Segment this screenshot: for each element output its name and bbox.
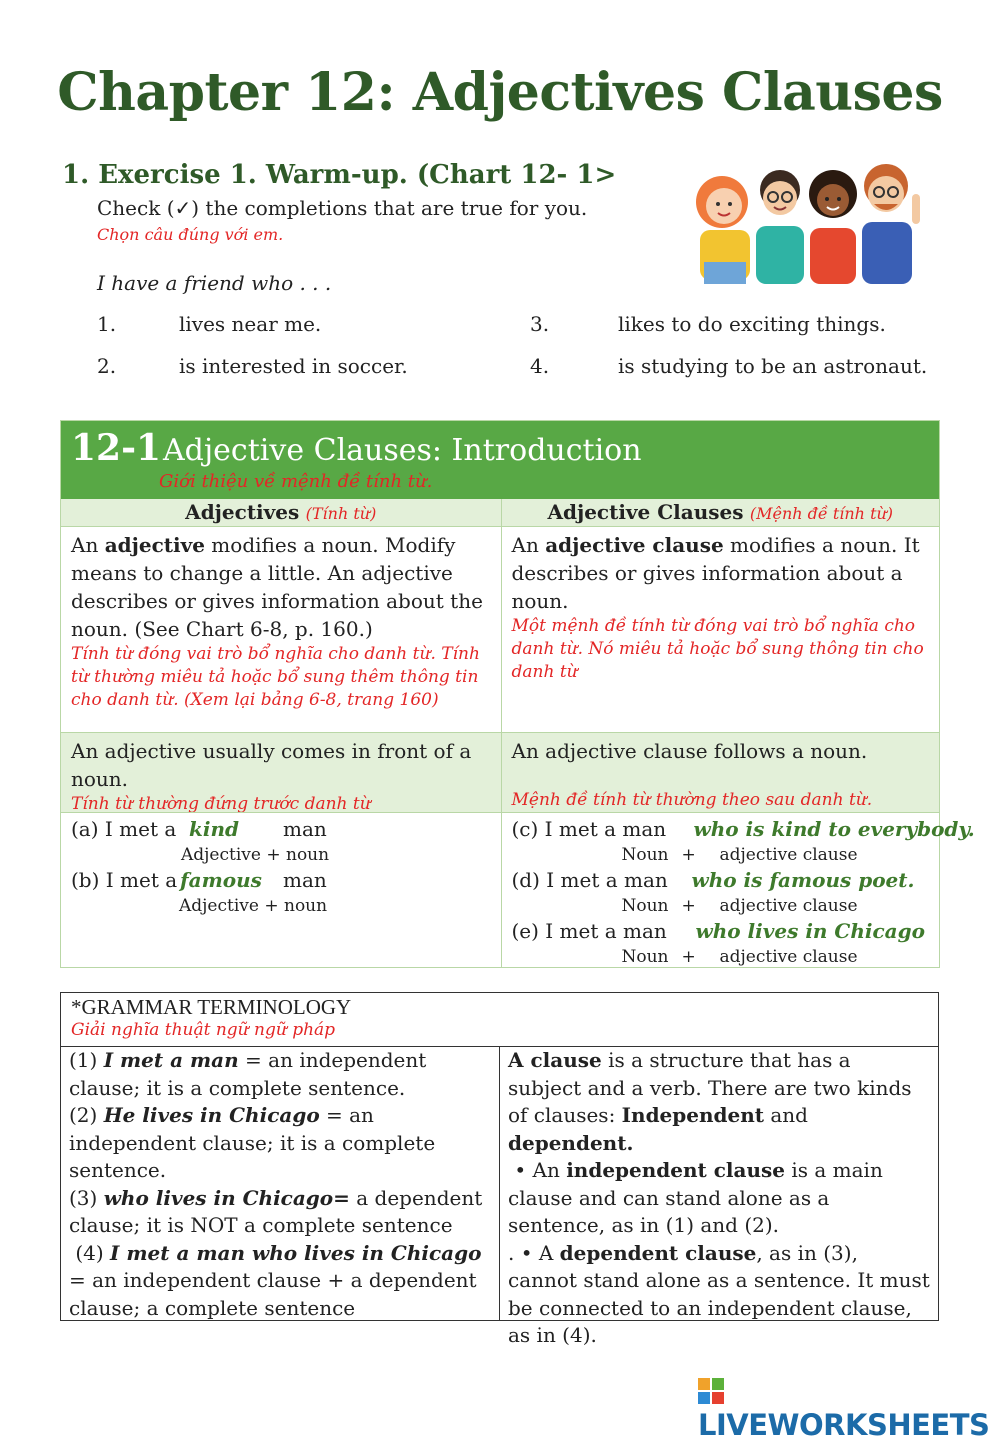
text: (2) xyxy=(69,1103,104,1127)
example-note-noun: Noun xyxy=(621,845,669,865)
independent-clause-definition xyxy=(508,1157,930,1240)
example-noun: man xyxy=(283,868,327,892)
examples-adjective xyxy=(61,813,501,967)
text: modifies a noun. Modify means to change a little. An adjective describes or gives information about the noun. (See Chart 6-8, p. 160.) xyxy=(71,533,483,641)
liveworksheets-brand[interactable] xyxy=(698,1374,1000,1442)
position-vi: Tính từ thường đứng trước danh từ xyxy=(71,794,371,814)
chart-position-row xyxy=(61,732,939,812)
item-number: 4. xyxy=(530,354,550,378)
text: a dependent clause; it is NOT a complete sentence xyxy=(69,1185,483,1237)
item-number: 3. xyxy=(530,312,550,336)
exercise-instruction-vi: Chọn câu đúng với em. xyxy=(97,225,284,244)
grammar-examples xyxy=(61,1047,500,1320)
term: dependent. xyxy=(508,1130,634,1155)
item-text: is interested in soccer. xyxy=(179,354,408,378)
item-text: lives near me. xyxy=(179,312,322,336)
term: A clause xyxy=(508,1048,602,1072)
example-prefix: (e) I met a man xyxy=(511,919,667,943)
exercise-stem: I have a friend who . . . xyxy=(97,271,332,295)
term: Independent xyxy=(621,1103,765,1127)
example-note-clause: adjective clause xyxy=(719,896,858,916)
term: dependent clause xyxy=(559,1240,757,1265)
exercise-heading: 1. Exercise 1. Warm-up. (Chart 12- 1> xyxy=(62,160,617,190)
example-note-plus: + xyxy=(681,947,696,967)
kid-figure xyxy=(809,170,857,284)
grammar-explanation xyxy=(500,1047,938,1347)
example-adjective: famous xyxy=(180,868,262,892)
item-number: 2. xyxy=(97,354,117,378)
kid-figure xyxy=(862,164,920,284)
example-note-clause: adjective clause xyxy=(719,845,858,865)
text: (1) xyxy=(69,1048,104,1072)
example-note-noun: Noun xyxy=(621,896,669,916)
example-note: Adjective + noun xyxy=(181,845,330,865)
text: . • A xyxy=(508,1240,560,1265)
text: (4) xyxy=(69,1240,111,1265)
term: adjective clause xyxy=(545,533,724,557)
page-title: Chapter 12: Adjectives Clauses xyxy=(57,62,943,123)
column-header-adjective-clauses xyxy=(501,499,940,526)
text: and xyxy=(764,1103,808,1127)
example-prefix: (a) I met a xyxy=(71,817,177,841)
term: adjective xyxy=(104,533,205,557)
example-sentence: who lives in Chicago= xyxy=(103,1185,350,1210)
liveworksheets-logo-icon xyxy=(698,1378,724,1404)
column-header-label-vi: (Tính từ) xyxy=(305,504,377,523)
chart-definition-row xyxy=(61,526,939,732)
exercise-instruction: Check (✓) the completions that are true for you. xyxy=(97,196,588,220)
example-note-plus: + xyxy=(681,845,696,865)
term: independent clause xyxy=(566,1158,786,1182)
examples-adjective-clause xyxy=(501,813,975,967)
example-clause: who is famous poet. xyxy=(691,868,915,892)
text: An xyxy=(71,533,105,557)
text: , as in (3), cannot stand alone as a sentence. It must be connected to an independent clause, as in (4). xyxy=(508,1240,930,1347)
position-adjective xyxy=(61,733,501,812)
chart-number: 12-1 xyxy=(71,427,162,469)
grammar-terminology-table xyxy=(60,992,939,1347)
text: is a main clause and can stand alone as a sentence, as in (1) and (2). xyxy=(508,1158,883,1237)
example-note-plus: + xyxy=(681,896,696,916)
grammar-header xyxy=(61,993,938,1047)
item-number: 1. xyxy=(97,312,117,336)
text: modifies a noun. It describes or gives information about a noun. xyxy=(511,533,920,613)
example-adjective: kind xyxy=(189,817,239,841)
group-of-friends-illustration xyxy=(690,150,930,285)
chart-column-headers xyxy=(61,499,939,526)
example-sentence: I met a man who lives in Chicago xyxy=(110,1240,482,1265)
chart-examples-row xyxy=(61,812,975,967)
example-note: Adjective + noun xyxy=(179,896,328,916)
dependent-clause-definition xyxy=(508,1240,930,1350)
definition-adjective-clause xyxy=(501,527,940,732)
position-text: An adjective clause follows a noun. xyxy=(511,739,868,763)
column-header-label-vi: (Mệnh đề tính từ) xyxy=(749,504,894,523)
example-sentence: He lives in Chicago xyxy=(103,1103,320,1127)
text: = an independent clause; it is a complete sentence. xyxy=(69,1048,427,1100)
column-header-label: Adjectives xyxy=(185,500,300,524)
position-vi: Mệnh đề tính từ thường theo sau danh từ. xyxy=(511,790,873,810)
example-note-noun: Noun xyxy=(621,947,669,967)
position-text: An adjective usually comes in front of a noun. xyxy=(71,739,472,791)
item-text: is studying to be an astronaut. xyxy=(618,354,928,378)
example-prefix: (b) I met a xyxy=(71,868,178,892)
grammar-example-2 xyxy=(69,1102,491,1185)
chart-12-1-table xyxy=(60,420,975,968)
text: • An xyxy=(508,1158,567,1182)
grammar-example-1 xyxy=(69,1047,491,1102)
column-header-adjectives xyxy=(61,499,501,526)
grammar-example-4 xyxy=(69,1240,491,1323)
position-adjective-clause xyxy=(501,733,940,812)
grammar-example-3 xyxy=(69,1185,491,1240)
chart-subtitle-vi: Giới thiệu về mệnh đề tính từ. xyxy=(159,471,433,492)
chart-title: Adjective Clauses: Introduction xyxy=(163,433,642,468)
definition-vi: Một mệnh đề tính từ đóng vai trò bổ nghĩa cho danh từ. Nó miêu tả hoặc bổ sung thông tin cho danh từ xyxy=(511,616,924,682)
kid-figure xyxy=(756,170,804,284)
text: = an independent clause + a dependent clause; a complete sentence xyxy=(69,1268,477,1320)
example-clause: who is kind to everybody. xyxy=(693,817,975,841)
text: is a structure that has a subject and a verb. There are two kinds of clauses: xyxy=(508,1048,912,1127)
definition-adjective xyxy=(61,527,501,732)
chart-header xyxy=(61,421,939,499)
kid-figure xyxy=(696,176,750,284)
example-prefix: (c) I met a man xyxy=(511,817,667,841)
text: (3) xyxy=(69,1185,104,1210)
text: = an independent clause; it is a complete sentence. xyxy=(69,1103,436,1182)
grammar-title-vi: Giải nghĩa thuật ngữ ngữ pháp xyxy=(71,1020,336,1040)
brand-text: LIVEWORKSHEETS xyxy=(698,1408,990,1442)
example-prefix: (d) I met a man xyxy=(511,868,668,892)
example-sentence: I met a man xyxy=(103,1048,239,1072)
example-note-clause: adjective clause xyxy=(719,947,858,967)
clause-definition xyxy=(508,1047,930,1157)
item-text: likes to do exciting things. xyxy=(618,312,886,336)
definition-vi: Tính từ đóng vai trò bổ nghĩa cho danh từ. Tính từ thường miêu tả hoặc bổ sung thêm thông tin cho danh từ. (Xem lại bảng 6-8, trang 160) xyxy=(71,644,480,710)
column-header-label: Adjective Clauses xyxy=(547,500,744,524)
example-noun: man xyxy=(283,817,327,841)
grammar-title: *GRAMMAR TERMINOLOGY xyxy=(71,995,352,1019)
example-clause: who lives in Chicago xyxy=(695,919,925,943)
text: An xyxy=(511,533,546,557)
